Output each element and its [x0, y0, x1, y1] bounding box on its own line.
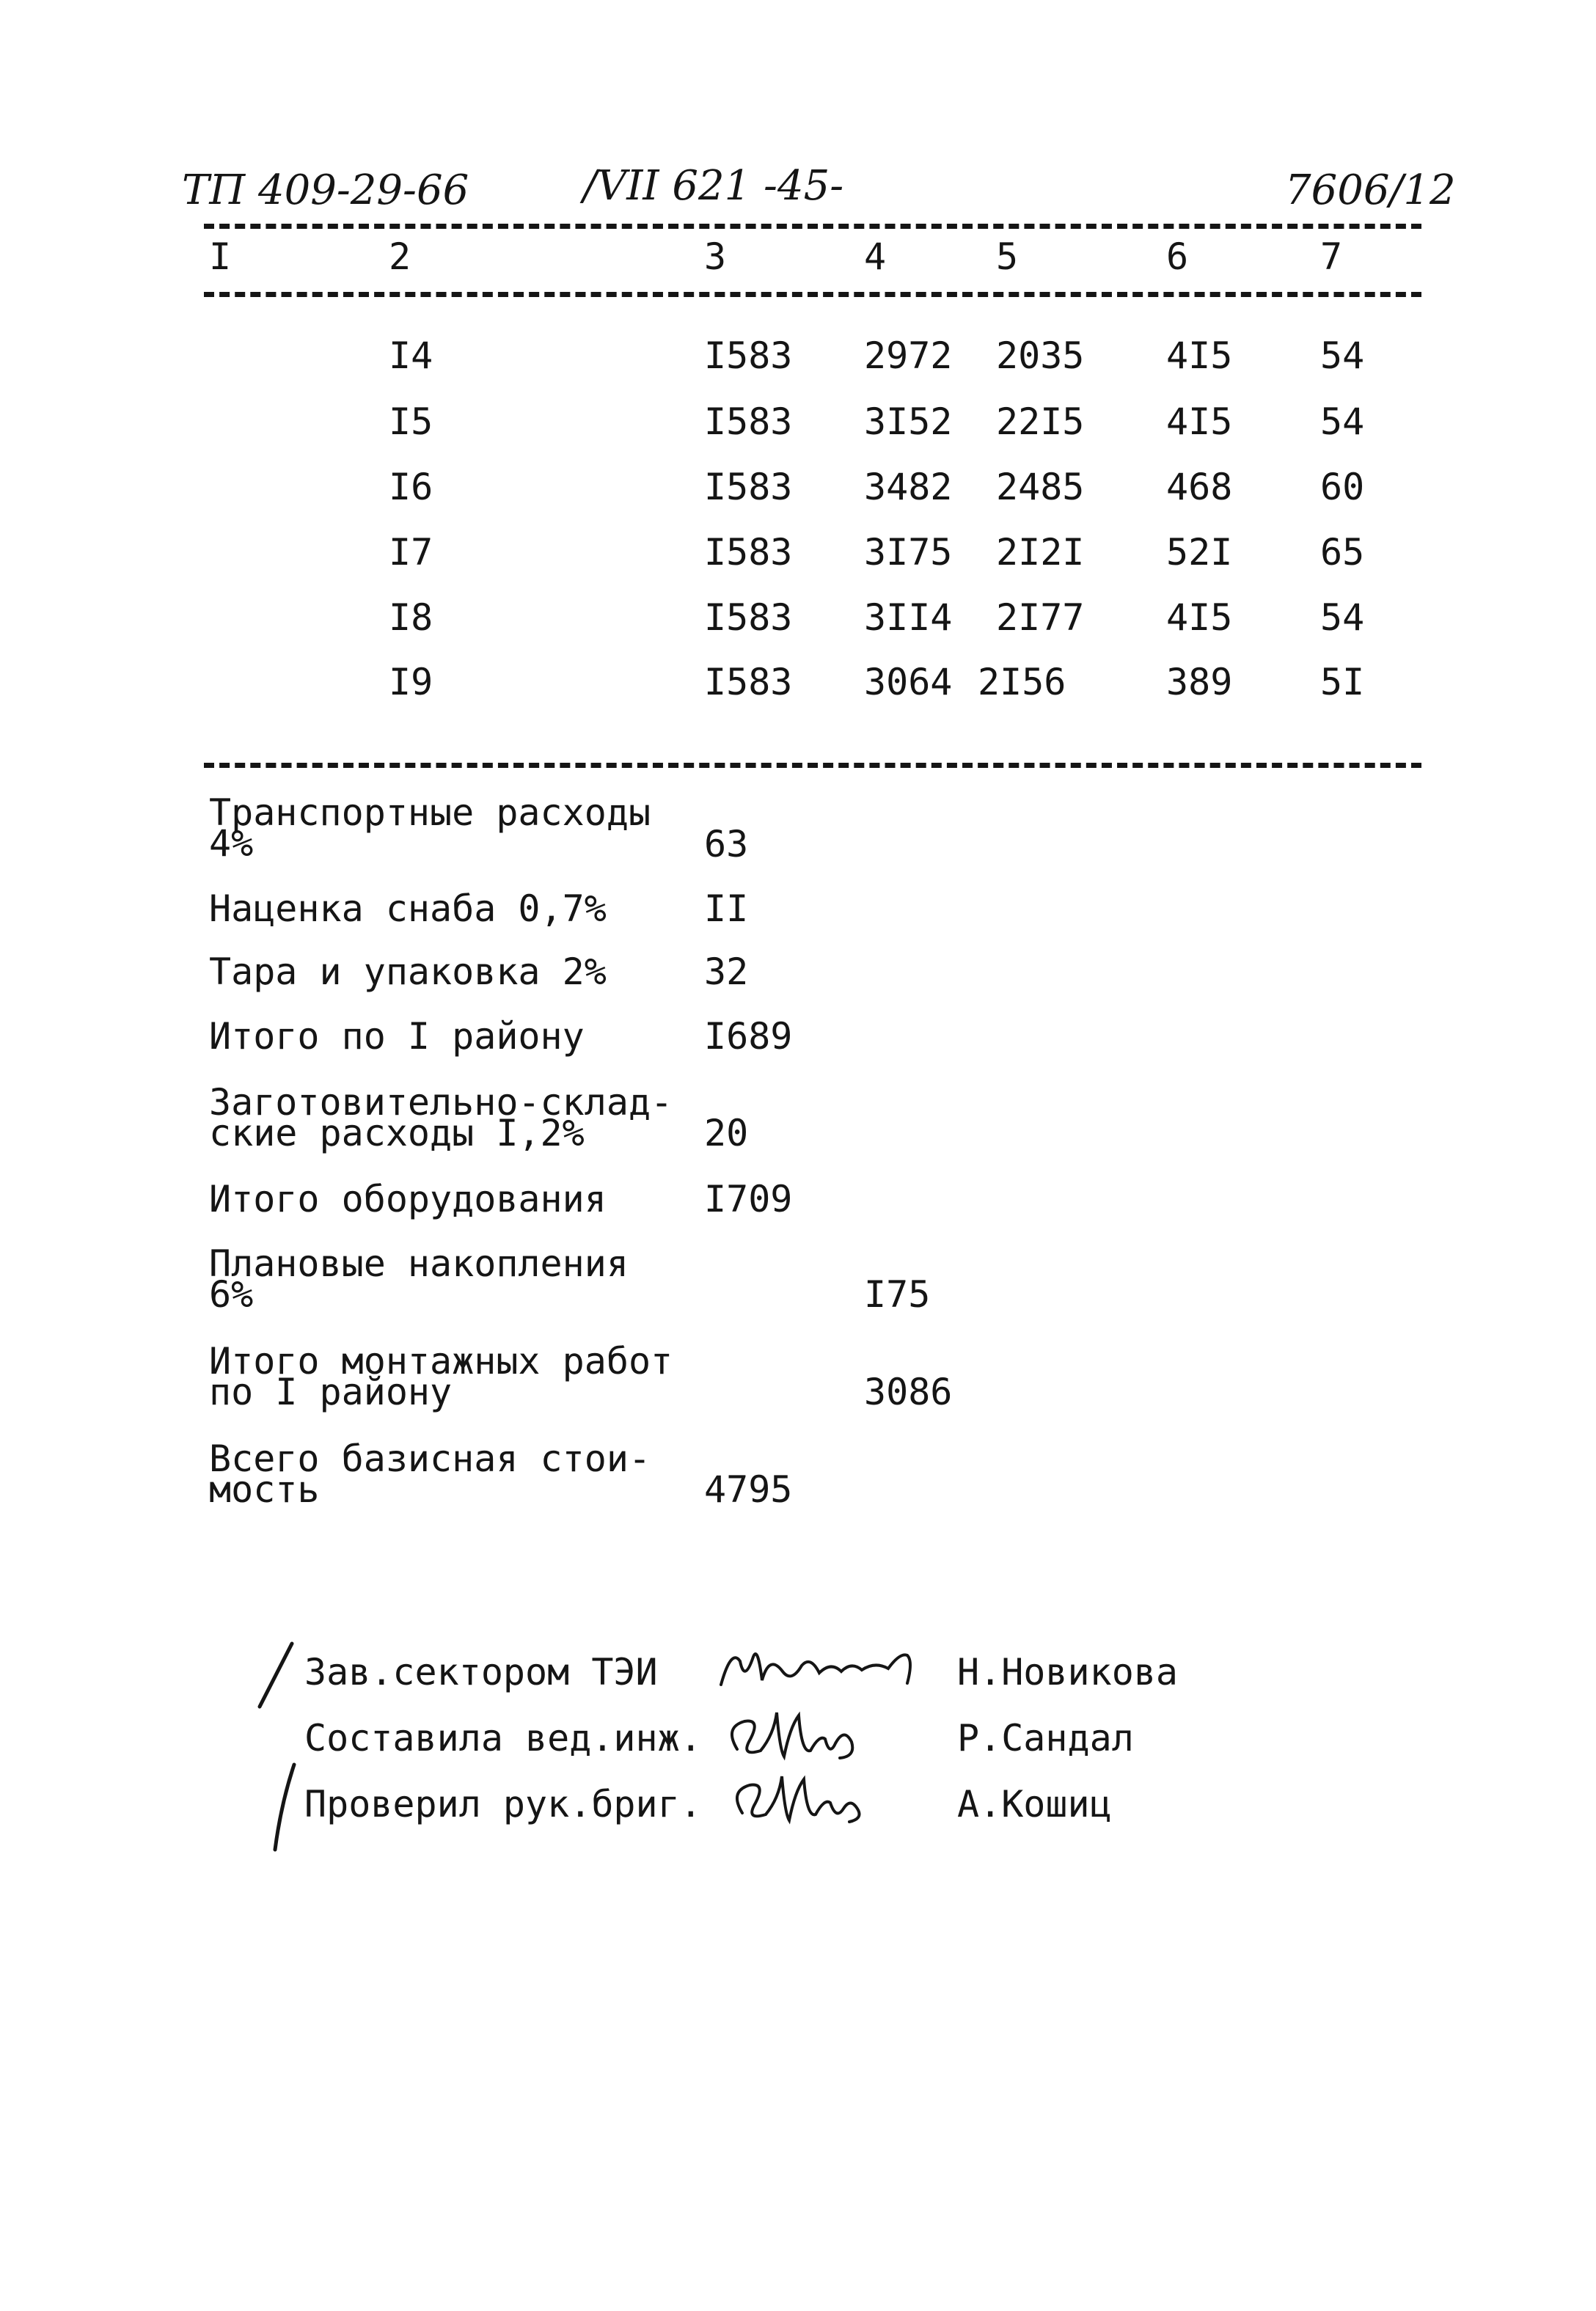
storage-costs-value: 20 [704, 1112, 749, 1154]
base-cost-label: Всего базисная стои- [209, 1437, 651, 1480]
table-cell: I9 [389, 661, 433, 703]
total-region-value: I689 [704, 1015, 793, 1058]
margin-check-mark [249, 1639, 301, 1713]
table-cell: 2I77 [996, 596, 1085, 639]
supply-markup-label: Наценка снаба 0,7% [209, 887, 607, 930]
table-cell: 3II4 [864, 596, 953, 639]
table-cell: I583 [704, 661, 793, 703]
signature-name: Р.Сандал [957, 1717, 1134, 1759]
packaging-label: Тара и упаковка 2% [209, 951, 607, 993]
total-equipment-value: I709 [704, 1178, 793, 1220]
table-row [0, 465, 1596, 509]
table-cell: 54 [1320, 400, 1365, 443]
table-cell: 2I56 [978, 661, 1066, 703]
table-divider-bottom [204, 763, 1421, 768]
table-cell: 2485 [996, 466, 1085, 508]
table-cell: 4I5 [1166, 400, 1233, 443]
planned-savings-percent: 6% [209, 1273, 254, 1316]
table-cell: I4 [389, 334, 433, 377]
table-cell: I5 [389, 400, 433, 443]
table-cell: 3064 [864, 661, 953, 703]
base-cost-value: 4795 [704, 1468, 793, 1511]
table-cell: 4I5 [1166, 596, 1233, 639]
header-divider-top [204, 224, 1421, 229]
header-divider-bottom [204, 292, 1421, 297]
planned-savings-label: Плановые накопления [209, 1242, 629, 1285]
total-region-label: Итого по I району [209, 1015, 585, 1058]
transport-costs-percent: 4% [209, 822, 254, 865]
column-number: 2 [389, 235, 411, 278]
table-cell: I8 [389, 596, 433, 639]
table-cell: I6 [389, 466, 433, 508]
column-number: 6 [1166, 235, 1189, 278]
signature-role: Зав.сектором ТЭИ [304, 1651, 658, 1693]
margin-bracket-mark [268, 1760, 304, 1856]
table-cell: 54 [1320, 334, 1365, 377]
column-number-row [0, 235, 1596, 279]
table-cell: I583 [704, 466, 793, 508]
signature-name: А.Кошиц [957, 1783, 1112, 1825]
column-number: 7 [1320, 235, 1343, 278]
table-cell: 5I [1320, 661, 1365, 703]
table-cell: 22I5 [996, 400, 1085, 443]
table-cell: 60 [1320, 466, 1365, 508]
table-cell: I583 [704, 400, 793, 443]
signature-role: Составила вед.инж. [304, 1717, 702, 1759]
table-cell: I7 [389, 531, 433, 574]
sheet-number: 7606/12 [1285, 166, 1456, 214]
table-cell: 54 [1320, 596, 1365, 639]
transport-costs-label: Транспортные расходы [209, 791, 651, 834]
table-cell: 52I [1166, 531, 1233, 574]
table-row [0, 596, 1596, 640]
table-cell: I583 [704, 596, 793, 639]
storage-costs-label: Заготовительно-склад- [209, 1081, 673, 1124]
table-cell: 65 [1320, 531, 1365, 574]
total-equipment-label: Итого оборудования [209, 1178, 607, 1220]
install-total-label: Итого монтажных работ [209, 1340, 673, 1382]
table-row [0, 660, 1596, 704]
handwritten-signature [726, 1768, 873, 1841]
table-cell: 2I2I [996, 531, 1085, 574]
handwritten-signature [715, 1639, 928, 1705]
table-cell: I583 [704, 334, 793, 377]
signature-name: Н.Новикова [957, 1651, 1179, 1693]
table-cell: 3I75 [864, 531, 953, 574]
packaging-value: 32 [704, 951, 749, 993]
table-cell: 2972 [864, 334, 953, 377]
table-cell: I583 [704, 531, 793, 574]
table-cell: 3I52 [864, 400, 953, 443]
column-number: 5 [996, 235, 1019, 278]
column-number: 4 [864, 235, 887, 278]
install-total-label-cont: по I району [209, 1371, 453, 1413]
table-row [0, 400, 1596, 444]
document-code: ТП 409-29-66 [182, 166, 469, 214]
base-cost-label-cont: мость [209, 1468, 320, 1511]
table-cell: 389 [1166, 661, 1233, 703]
table-cell: 2035 [996, 334, 1085, 377]
supply-markup-value: II [704, 887, 749, 930]
table-cell: 4I5 [1166, 334, 1233, 377]
table-row [0, 530, 1596, 574]
transport-costs-value: 63 [704, 823, 749, 865]
storage-costs-label-cont: ские расходы I,2% [209, 1112, 585, 1154]
column-number: I [209, 235, 232, 278]
planned-savings-value: I75 [864, 1273, 931, 1316]
table-row [0, 334, 1596, 378]
signature-role: Проверил рук.бриг. [304, 1783, 702, 1825]
column-number: 3 [704, 235, 727, 278]
table-cell: 3482 [864, 466, 953, 508]
table-cell: 468 [1166, 466, 1233, 508]
sheet-reference: /VII 621 -45- [583, 162, 844, 210]
install-total-value: 3086 [864, 1371, 953, 1413]
